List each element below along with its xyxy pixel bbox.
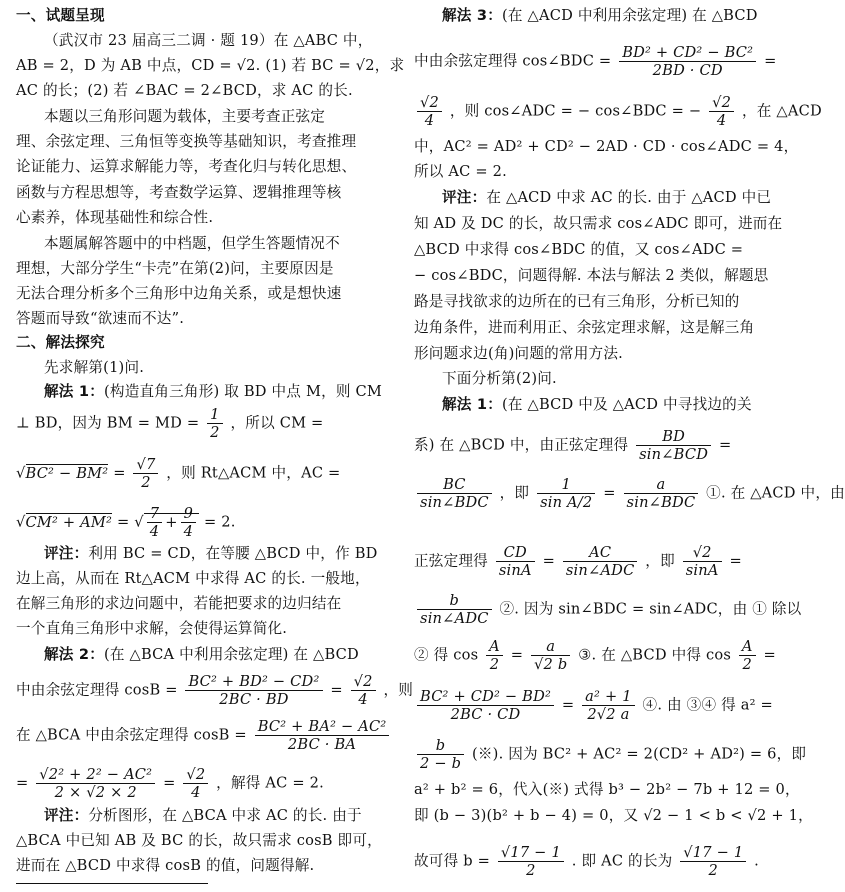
solution-2-line-3: 在 △BCA 中由余弦定理得 cosB = $\frac{\text{BC² + BA² − AC²}}{2BC \cdot BA}$ xyxy=(16,718,392,753)
note-1-line: 一个直角三角形中求解，会使得运算简化. xyxy=(16,620,288,637)
fraction: $\frac{1}{\text{sin A/2}}$ xyxy=(537,476,595,511)
note-3-line: △BCD 中求得 cos∠BDC 的值，又 cos∠ADC = xyxy=(414,241,744,258)
solution-3-line-2: 中由余弦定理得 cos∠BDC = $\frac{\text{BD² + CD² − BC²}}{2BD \cdot CD}$ = xyxy=(414,44,777,79)
part2-solution-line-9: a² + b² = 6，代入(※) 式得 b³ − 2b² − 7b + 12 = 0， xyxy=(414,781,800,798)
section-title-1: 一、试题呈现 xyxy=(16,7,105,24)
part2-solution-line-8: $\frac{b}{2 - b}$ (※). 因为 BC² + AC² = 2(CD² + AD²) = 6，即 xyxy=(414,737,806,772)
section-title-2: 二、解法探究 xyxy=(16,334,105,351)
part2-solution-line-11: 故可得 b = $\frac{√17 - 1}{2}$ . 即 AC 的长为 $\frac{√17 - 1}{2}$ . xyxy=(414,844,760,879)
fraction: $\frac{b}{\text{sin∠ADC}}$ xyxy=(417,592,492,627)
intro-line: 论证能力、运算求解能力等，考查化归与转化思想、 xyxy=(16,158,357,175)
fraction: $\frac{\text{BC² + BA² − AC²}}{2BC \cdot BA}$ xyxy=(255,718,390,753)
problem-line-1: （武汉市 23 届高三二调 · 题 19）在 △ABC 中， xyxy=(44,32,373,49)
fraction: $\frac{a}{\text{sin∠BDC}}$ xyxy=(624,476,699,511)
footnote-divider xyxy=(16,883,208,884)
note-3-line: 路是寻找欲求的边所在的已有三角形，分析已知的 xyxy=(414,293,740,310)
solution-label: 解法 1： xyxy=(44,383,105,400)
fraction: $\frac{a}{√2 b}$ xyxy=(531,638,570,673)
fraction: $\frac{A}{2}$ xyxy=(486,638,503,673)
solution-label: 解法 2： xyxy=(44,646,105,663)
note-3-line: 评注：在 △ACD 中求 AC 的长. 由于 △ACD 中已 xyxy=(442,189,772,206)
note-3-line: 边角条件，进而利用正、余弦定理求解，这是解三角 xyxy=(414,319,755,336)
fraction: $\frac{√7}{2}$ xyxy=(133,456,158,491)
fraction: $\frac{√2}{\sin A}$ xyxy=(683,544,722,579)
note-3-line: − cos∠BDC，问题得解. 本法与解法 2 类似，解题思 xyxy=(414,267,769,284)
note-3-line: 形问题求边(角)问题的常用方法. xyxy=(414,345,623,362)
part2-solution-line-7: $\frac{\text{BC² + CD² − BD²}}{2BC \cdot CD}$ = $\frac{\text{a² + 1}}{2√2 a}$ ④. 由 ③④ 得 a² = xyxy=(414,688,773,723)
part2-solution-line-6: ② 得 cos $\frac{A}{2}$ = $\frac{a}{√2 b}$ ③. 在 △BCD 中得 cos $\frac{A}{2}$ = xyxy=(414,638,776,673)
solution-2-line-2: 中由余弦定理得 cosB = $\frac{\text{BC² + BD² − CD²}}{2BC \cdot BD}$ = $\frac{√2}{4}$ ，则 xyxy=(16,673,414,708)
note-label: 评注： xyxy=(442,189,487,206)
intro-line: 答题而导致“欲速而不达”. xyxy=(16,310,185,327)
fraction: $\frac{\text{BC² + CD² − BD²}}{2BC \cdot CD}$ xyxy=(417,688,554,723)
fraction: $\frac{\text{BC² + BD² − CD²}}{2BC \cdot BD}$ xyxy=(185,673,322,708)
part2-solution-line-4: 正弦定理得 $\frac{CD}{\sin A}$ = $\frac{AC}{\text{sin∠ADC}}$ ，即 $\frac{√2}{\sin A}$ = xyxy=(414,544,742,579)
fraction: $\frac{\text{a² + 1}}{2√2 a}$ xyxy=(582,688,635,723)
part2-solution-line-1: 解法 1：(在 △BCD 中及 △ACD 中寻找边的关 xyxy=(442,396,752,413)
fraction: $\frac{\text{BD² + CD² − BC²}}{2BD \cdot CD}$ xyxy=(619,44,756,79)
note-1-line: 评注：利用 BC = CD，在等腰 △BCD 中，作 BD xyxy=(44,545,378,562)
fraction: $\frac{√2}{4}$ xyxy=(709,94,734,129)
solution-1-line-1: 解法 1：(构造直角三角形) 取 BD 中点 M，则 CM xyxy=(44,383,383,400)
fraction: $\frac{A}{2}$ xyxy=(739,638,756,673)
fraction: $\frac{CD}{\sin A}$ xyxy=(496,544,535,579)
note-2-line: 评注：分析图形，在 △BCA 中求 AC 的长. 由于 xyxy=(44,807,362,824)
solution-2-line-1: 解法 2：(在 △BCA 中利用余弦定理) 在 △BCD xyxy=(44,646,359,663)
fraction: $\frac{BD}{\text{sin∠BCD}}$ xyxy=(636,428,711,463)
intro-line: 理想，大部分学生“卡壳”在第(2)问，主要原因是 xyxy=(16,260,334,277)
intro-line: 函数与方程思想等，考查数学运算、逻辑推理等核 xyxy=(16,184,342,201)
note-label: 评注： xyxy=(44,545,89,562)
solution-1-line-2: ⊥ BD，因为 BM = MD = $\frac{1}{2}$ ，所以 CM = xyxy=(16,406,324,441)
fraction: $\frac{√17 - 1}{2}$ xyxy=(498,844,564,879)
fraction: $\frac{√17 - 1}{2}$ xyxy=(680,844,746,879)
problem-line-3: AC 的长；(2) 若 ∠BAC = 2∠BCD，求 AC 的长. xyxy=(16,82,353,99)
solution-label: 解法 3： xyxy=(442,7,503,24)
solution-3-line-5: 所以 AC = 2. xyxy=(414,163,507,180)
note-3-line: 知 AD 及 DC 的长，故只需求 cos∠ADC 即可，进而在 xyxy=(414,215,783,232)
fraction: $\frac{AC}{\text{sin∠ADC}}$ xyxy=(563,544,638,579)
solution-3-line-4: 中，AC² = AD² + CD² − 2AD · CD · cos∠ADC = 4， xyxy=(414,138,799,155)
solution-3-line-3: $\frac{√2}{4}$ ，则 cos∠ADC = − cos∠BDC = − $\frac{√2}{4}$ ，在 △ACD xyxy=(414,94,822,129)
fraction: $\frac{√2}{4}$ xyxy=(417,94,442,129)
fraction: $\frac{BC}{\text{sin∠BDC}}$ xyxy=(417,476,492,511)
intro-line: 无法合理分析多个三角形中边角关系，或是想快速 xyxy=(16,285,342,302)
fraction: $\frac{1}{2}$ xyxy=(207,406,223,441)
fraction: $\frac{\text{√2² + 2² − AC²}}{2 \times √2 \times 2}$ xyxy=(36,766,155,801)
part2-solution-line-3: $\frac{BC}{\text{sin∠BDC}}$ ，即 $\frac{1}{\text{sin A/2}}$ = $\frac{a}{\text{sin∠BDC}}$ ①. 在 △ACD 中，由 xyxy=(414,476,845,511)
solution-1-line-4: √CM² + AM² = √ $\frac{7}{4}$ + $\frac{9}{4}$ = 2. xyxy=(16,505,236,540)
solution-1-line-3: √BC² − BM² = $\frac{√7}{2}$ ，则 Rt△ACM 中，AC = xyxy=(16,456,341,491)
part2-solution-line-10: 即 (b − 3)(b² + b − 4) = 0，又 √2 − 1 < b < √2 + 1， xyxy=(414,807,813,824)
fraction: $\frac{7}{4}$ xyxy=(147,505,163,540)
fraction: $\frac{9}{4}$ xyxy=(181,505,197,540)
note-label: 评注： xyxy=(44,807,89,824)
intro-line: 本题属解答题中的中档题，但学生答题情况不 xyxy=(44,235,340,252)
note-2-line: 进而在 △BCD 中求得 cosB 的值，问题得解. xyxy=(16,857,315,874)
problem-line-2: AB = 2，D 为 AB 中点，CD = √2. (1) 若 BC = √2，求 xyxy=(16,57,405,74)
part2-solution-line-5: $\frac{b}{\text{sin∠ADC}}$ ②. 因为 sin∠BDC = sin∠ADC，由 ① 除以 xyxy=(414,592,801,627)
first-part-text: 先求解第(1)问. xyxy=(44,359,145,376)
note-1-line: 在解三角形的求边问题中，若能把要求的边归结在 xyxy=(16,595,342,612)
fraction: $\frac{√2}{4}$ xyxy=(183,766,208,801)
fraction: $\frac{√2}{4}$ xyxy=(351,673,376,708)
note-2-line: △BCA 中已知 AB 及 BC 的长，故只需求 cosB 即可， xyxy=(16,832,382,849)
note-1-line: 边上高，从而在 Rt△ACM 中求得 AC 的长. 一般地， xyxy=(16,570,370,587)
intro-line: 本题以三角形问题为载体，主要考查正弦定 xyxy=(44,108,326,125)
part2-solution-line-2: 系) 在 △BCD 中，由正弦定理得 $\frac{BD}{\text{sin∠BCD}}$ = xyxy=(414,428,732,463)
solution-label: 解法 1： xyxy=(442,396,503,413)
solution-3-line-1: 解法 3：(在 △ACD 中利用余弦定理) 在 △BCD xyxy=(442,7,758,24)
second-part-text: 下面分析第(2)问. xyxy=(442,370,557,387)
intro-line: 心素养，体现基础性和综合性. xyxy=(16,209,214,226)
solution-2-line-4: = $\frac{\text{√2² + 2² − AC²}}{2 \times √2 \times 2}$ = $\frac{√2}{4}$ ，解得 AC = 2. xyxy=(16,766,324,801)
fraction: $\frac{b}{2 - b}$ xyxy=(417,737,464,772)
intro-line: 理、余弦定理、三角恒等变换等基础知识，考查推理 xyxy=(16,133,357,150)
